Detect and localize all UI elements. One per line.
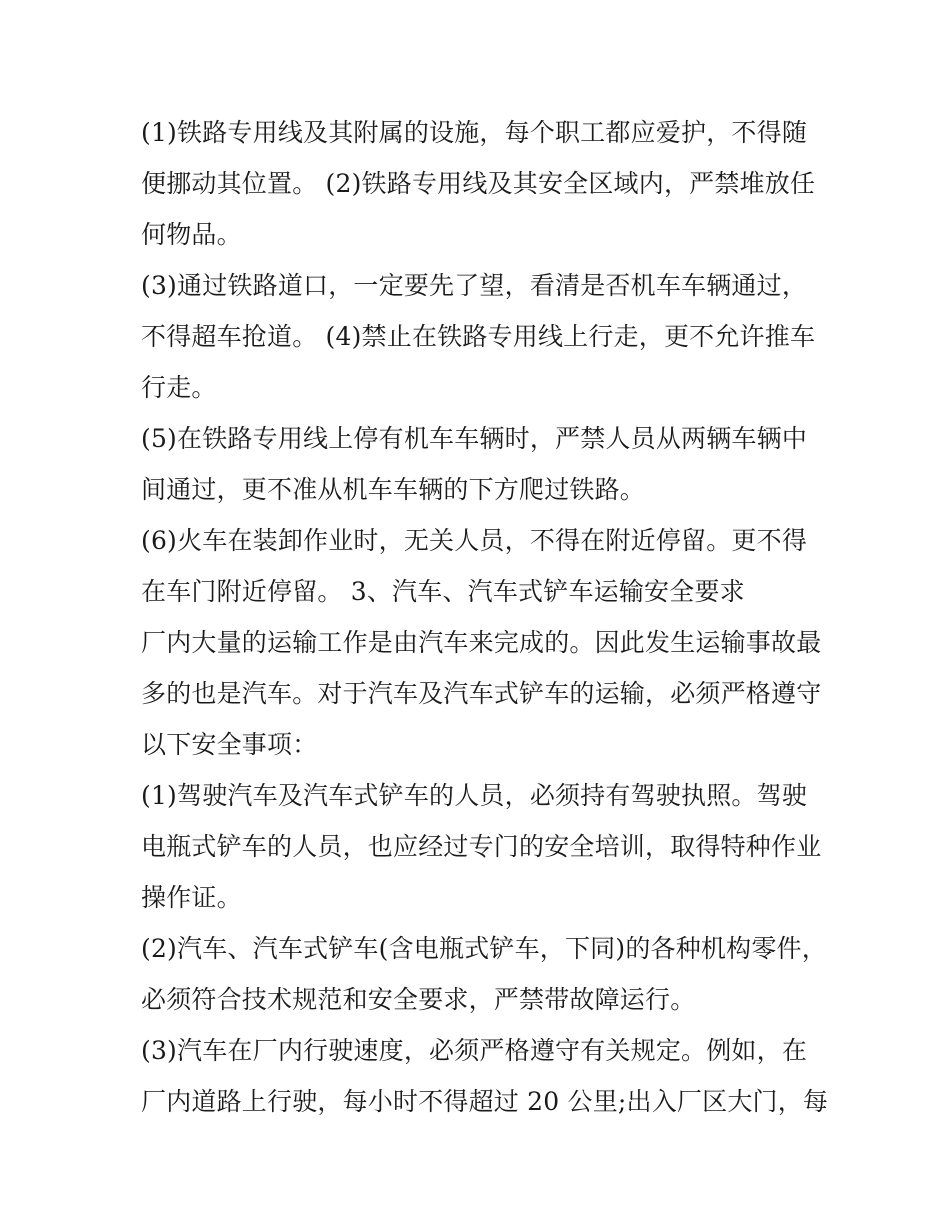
text-line: (6)火车在装卸作业时，无关人员，不得在附近停留。更不得 <box>141 526 808 555</box>
text-line: 间通过，更不准从机车车辆的下方爬过铁路。 <box>141 475 646 504</box>
text-line: (3)通过铁路道口，一定要先了望，看清是否机车车辆通过， <box>141 271 808 300</box>
text-line: 厂内道路上行驶，每小时不得超过 20 公里;出入厂区大门，每 <box>141 1087 829 1116</box>
text-line: 操作证。 <box>141 883 242 912</box>
document-body <box>141 107 829 1127</box>
text-line: 不得超车抢道。 (4)禁止在铁路专用线上行走，更不允许推车 <box>141 322 816 351</box>
text-line: (2)汽车、汽车式铲车(含电瓶式铲车，下同)的各种机构零件， <box>141 934 827 963</box>
text-line: (1)驾驶汽车及汽车式铲车的人员，必须持有驾驶执照。驾驶 <box>141 781 808 810</box>
text-line: 多的也是汽车。对于汽车及汽车式铲车的运输，必须严格遵守 <box>141 679 822 708</box>
text-line: (5)在铁路专用线上停有机车车辆时，严禁人员从两辆车辆中 <box>141 424 808 453</box>
text-line: (1)铁路专用线及其附属的设施，每个职工都应爱护，不得随 <box>141 118 808 147</box>
text-line: 行走。 <box>141 373 217 402</box>
text-line: 何物品。 <box>141 220 242 249</box>
text-line: 便挪动其位置。 (2)铁路专用线及其安全区域内，严禁堆放任 <box>141 169 816 198</box>
text-line: 电瓶式铲车的人员，也应经过专门的安全培训，取得特种作业 <box>141 832 822 861</box>
text-line: (3)汽车在厂内行驶速度，必须严格遵守有关规定。例如，在 <box>141 1036 808 1065</box>
text-line: 必须符合技术规范和安全要求，严禁带故障运行。 <box>141 985 696 1014</box>
text-line: 在车门附近停留。 3、汽车、汽车式铲车运输安全要求 <box>141 577 745 606</box>
text-line: 厂内大量的运输工作是由汽车来完成的。因此发生运输事故最 <box>141 628 822 657</box>
text-line: 以下安全事项： <box>141 730 318 759</box>
